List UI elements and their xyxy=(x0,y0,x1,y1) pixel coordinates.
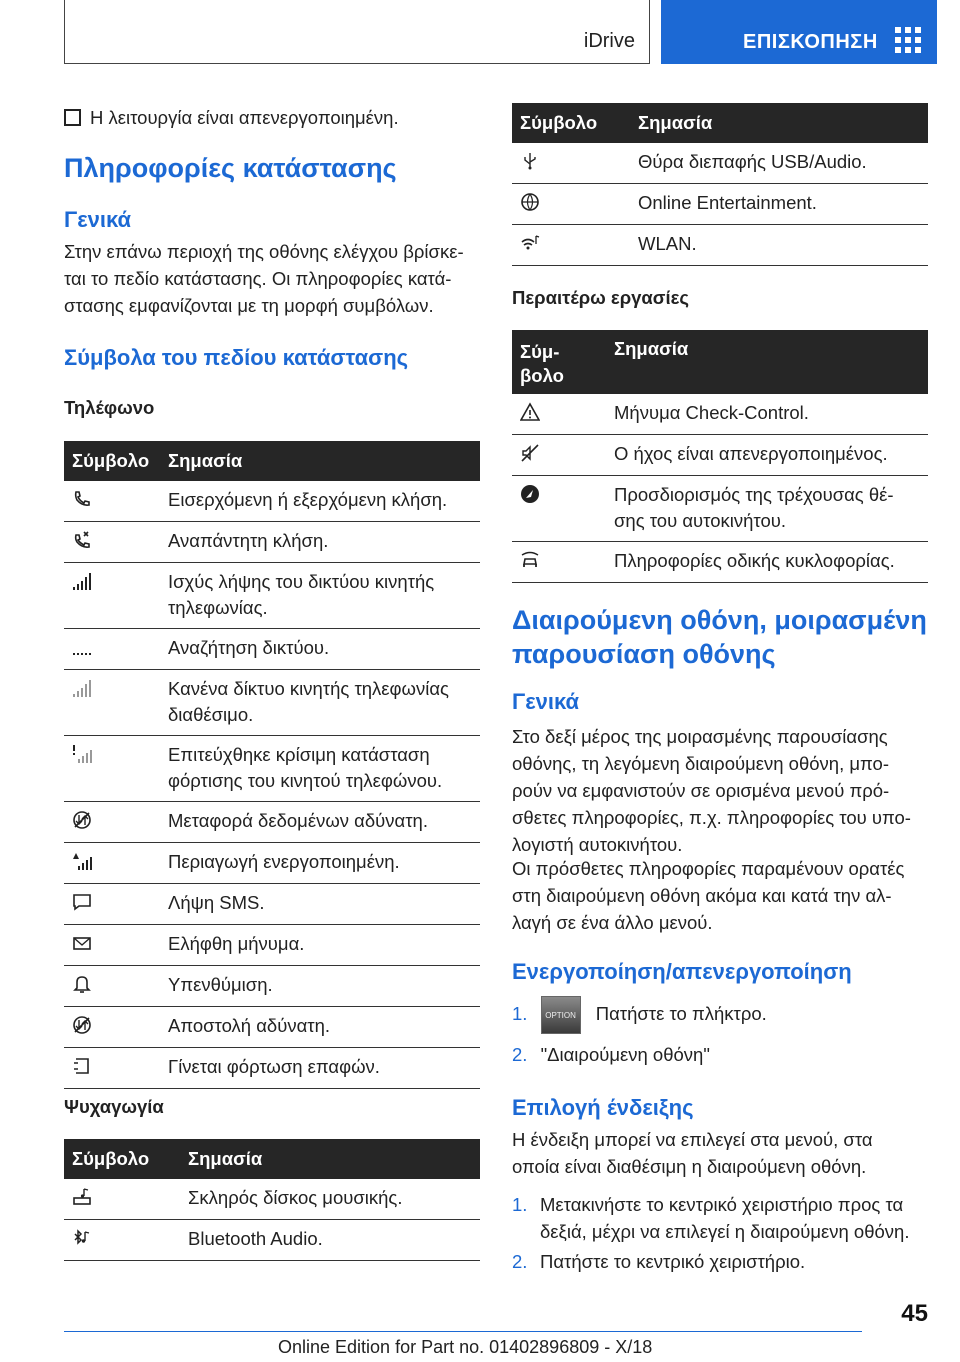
table-row xyxy=(64,802,480,843)
table-row xyxy=(64,563,480,629)
text-line: ται το πεδίο κατάστασης. Οι πληροφορίες κατά- xyxy=(64,268,452,289)
meaning-text: Περιαγωγή ενεργοποιημένη. xyxy=(168,851,400,872)
heading-entertainment: Ψυχαγωγία xyxy=(64,1096,164,1117)
table-row xyxy=(64,1007,480,1048)
meaning-text: Bluetooth Audio. xyxy=(188,1228,323,1249)
text-line: λαγή σε ένα άλλο μενού. xyxy=(512,912,713,933)
column-header-meaning: Σημασία xyxy=(630,103,928,143)
entertainment-symbol-table xyxy=(64,1139,480,1261)
text-line: Στην επάνω περιοχή της οθόνης ελέγχου βρίσκε- xyxy=(64,241,464,262)
meaning-text: Γίνεται φόρτωση επαφών. xyxy=(168,1056,380,1077)
table-row xyxy=(64,843,480,884)
checkbox-line xyxy=(64,104,399,131)
onoff-step-2 xyxy=(512,1041,710,1068)
column-header-symbol xyxy=(512,330,606,394)
meaning-text: Προσδιορισμός της τρέχουσας θέ- xyxy=(614,484,894,505)
header-chapter-box[interactable] xyxy=(661,0,937,64)
step-text: "Διαιρούμενη οθόνη" xyxy=(540,1044,710,1065)
heading-phone: Τηλέφωνο xyxy=(64,397,155,418)
heading-line: παρουσίαση οθόνης xyxy=(512,639,776,669)
step-number: 1. xyxy=(512,1002,528,1024)
contacts-loading-icon xyxy=(72,1056,92,1076)
text-line: ρούν να εμφανιστούν σε ορισμένα μενού πρό- xyxy=(512,780,890,801)
text-line: οθόνης, τη λεγόμενη διαιρούμενη οθόνη, μπο- xyxy=(512,753,889,774)
hard-disk-icon xyxy=(72,1187,92,1207)
text-line: Στο δεξί μέρος της μοιρασμένης παρουσίασης xyxy=(512,726,888,747)
text-line: λογιστή αυτοκινήτου. xyxy=(512,834,683,855)
meaning-text: Σκληρός δίσκος μουσικής. xyxy=(188,1187,403,1208)
general-paragraph xyxy=(64,238,484,319)
split-general-paragraph-2 xyxy=(512,855,932,936)
missed-call-icon xyxy=(72,530,92,550)
traffic-info-icon xyxy=(520,550,540,570)
wlan-icon xyxy=(520,233,540,253)
table-header xyxy=(512,330,928,394)
option-key-icon[interactable]: OPTION xyxy=(541,996,581,1034)
meaning-text: Ισχύς λήψης του δικτύου κινητής xyxy=(168,571,435,592)
meaning-text: σης του αυτοκινήτου. xyxy=(614,510,786,531)
text-line: οποία είναι διαθέσιμη η διαιρούμενη οθόνη. xyxy=(512,1156,867,1177)
heading-select-display: Επιλογή ένδειξης xyxy=(512,1095,694,1120)
table-row xyxy=(64,481,480,522)
column-header-meaning: Σημασία xyxy=(180,1139,480,1179)
table-row xyxy=(512,394,928,435)
meaning-text: Λήψη SMS. xyxy=(168,892,265,913)
table-row xyxy=(64,522,480,563)
bluetooth-audio-icon xyxy=(72,1228,92,1248)
table-row xyxy=(512,143,928,184)
table-row xyxy=(512,542,928,583)
table-row xyxy=(64,1048,480,1089)
meaning-text: Αναπάντητη κλήση. xyxy=(168,530,329,551)
text-line: Οι πρόσθετες πληροφορίες παραμένουν ορατές xyxy=(512,858,905,879)
heading-split-screen xyxy=(512,603,927,671)
step-number: 2. xyxy=(512,1251,528,1272)
table-header xyxy=(64,1139,480,1179)
table-header xyxy=(64,441,480,481)
page-number: 45 xyxy=(901,1300,928,1327)
meaning-text: Αναζήτηση δικτύου. xyxy=(168,637,330,658)
sms-icon xyxy=(72,892,92,912)
meaning-text: WLAN. xyxy=(638,233,697,254)
select-step-2 xyxy=(512,1248,932,1275)
grid-menu-icon[interactable] xyxy=(895,27,921,53)
online-entertainment-icon xyxy=(520,192,540,212)
select-step-1 xyxy=(512,1191,932,1245)
table-row xyxy=(64,884,480,925)
checkbox-icon xyxy=(64,109,81,126)
header-chapter-title: ΕΠΙΣΚΟΠΗΣΗ xyxy=(743,31,878,53)
network-search-icon xyxy=(72,637,92,657)
navigation-icon xyxy=(520,484,540,504)
table-row xyxy=(64,925,480,966)
column-header-symbol: Σύμβολο xyxy=(64,1139,180,1179)
no-network-icon xyxy=(72,678,92,698)
phone-icon xyxy=(72,489,92,509)
select-paragraph xyxy=(512,1126,932,1180)
header-text-line: Σύμ- xyxy=(520,341,560,362)
meaning-text: διαθέσιμο. xyxy=(168,704,254,725)
entertainment-symbol-table-continued xyxy=(512,103,928,266)
header-section-title: iDrive xyxy=(583,30,635,52)
table-row xyxy=(64,736,480,802)
text-line: στη διαιρούμενη οθόνη ακόμα και κατά την αλ- xyxy=(512,885,892,906)
warning-icon xyxy=(520,402,540,422)
footer-edition: Online Edition for Part no. 01402896809 - X/18 xyxy=(278,1337,653,1357)
header-text-line: βολο xyxy=(520,365,564,386)
phone-symbol-table xyxy=(64,441,480,1089)
heading-further-tasks: Περαιτέρω εργασίες xyxy=(512,287,689,308)
usb-icon xyxy=(520,151,540,171)
step-number: 1. xyxy=(512,1194,528,1215)
table-row xyxy=(64,1179,480,1220)
heading-status-symbols: Σύμβολα του πεδίου κατάστασης xyxy=(64,345,409,370)
meaning-text: Υπενθύμιση. xyxy=(168,974,273,995)
split-general-paragraph xyxy=(512,723,932,858)
table-row xyxy=(64,966,480,1007)
meaning-text: φόρτισης του κινητού τηλεφώνου. xyxy=(168,770,443,791)
meaning-text: Εισερχόμενη ή εξερχόμενη κλήση. xyxy=(168,489,448,510)
text-line: Μετακινήστε το κεντρικό χειριστήριο προς τα xyxy=(540,1194,904,1215)
column-header-symbol: Σύμβολο xyxy=(512,103,630,143)
column-header-symbol: Σύμβολο xyxy=(64,441,160,481)
header-section-box xyxy=(64,0,650,64)
table-row xyxy=(64,629,480,670)
meaning-text: Επιτεύχθηκε κρίσιμη κατάσταση xyxy=(168,744,430,765)
table-header xyxy=(512,103,928,143)
text-line: δεξιά, μέχρι να επιλεγεί η διαιρούμενη οθόνη. xyxy=(540,1221,910,1242)
heading-line: Διαιρούμενη οθόνη, μοιρασμένη xyxy=(512,605,927,635)
column-header-meaning: Σημασία xyxy=(606,330,928,394)
meaning-text: Μήνυμα Check-Control. xyxy=(614,402,809,423)
reminder-icon xyxy=(72,974,92,994)
meaning-text: Πληροφορίες οδικής κυκλοφορίας. xyxy=(614,550,895,571)
footer-divider xyxy=(64,1331,862,1332)
heading-status-info: Πληροφορίες κατάστασης xyxy=(64,153,397,183)
table-row xyxy=(512,225,928,266)
table-row xyxy=(512,476,928,542)
meaning-text: Κανένα δίκτυο κινητής τηλεφωνίας xyxy=(168,678,449,699)
mail-icon xyxy=(72,933,92,953)
meaning-text: Online Entertainment. xyxy=(638,192,817,213)
text-line: σθετες πληροφορίες, π.χ. πληροφορίες του υπο- xyxy=(512,807,911,828)
heading-on-off: Ενεργοποίηση/απενεργοποίηση xyxy=(512,959,852,984)
table-row xyxy=(64,1220,480,1261)
text-line: Η ένδειξη μπορεί να επιλεγεί στα μενού, στα xyxy=(512,1129,873,1150)
column-header-meaning: Σημασία xyxy=(160,441,480,481)
meaning-text: Θύρα διεπαφής USB/Audio. xyxy=(638,151,867,172)
send-failed-icon xyxy=(72,1015,92,1035)
heading-general: Γενικά xyxy=(64,207,132,232)
tasks-symbol-table xyxy=(512,330,928,583)
meaning-text: Ελήφθη μήνυμα. xyxy=(168,933,305,954)
low-battery-icon xyxy=(72,744,92,764)
meaning-text: τηλεφωνίας. xyxy=(168,597,268,618)
onoff-step-1 xyxy=(512,996,767,1034)
roaming-icon xyxy=(72,851,92,871)
mute-icon xyxy=(520,443,540,463)
checkbox-line-text: Η λειτουργία είναι απενεργοποιημένη. xyxy=(90,107,399,128)
text-line: Πατήστε το κεντρικό χειριστήριο. xyxy=(540,1251,806,1272)
meaning-text: Αποστολή αδύνατη. xyxy=(168,1015,331,1036)
no-data-icon xyxy=(72,810,92,830)
meaning-text: Ο ήχος είναι απενεργοποιημένος. xyxy=(614,443,888,464)
heading-general-right: Γενικά xyxy=(512,689,580,714)
table-row xyxy=(512,184,928,225)
meaning-text: Μεταφορά δεδομένων αδύνατη. xyxy=(168,810,428,831)
step-number: 2. xyxy=(512,1044,528,1065)
text-line: στασης εμφανίζονται με τη μορφή συμβόλων. xyxy=(64,295,434,316)
step-text: Πατήστε το πλήκτρο. xyxy=(595,1002,767,1024)
table-row xyxy=(64,670,480,736)
signal-strength-icon xyxy=(72,571,92,591)
table-row xyxy=(512,435,928,476)
